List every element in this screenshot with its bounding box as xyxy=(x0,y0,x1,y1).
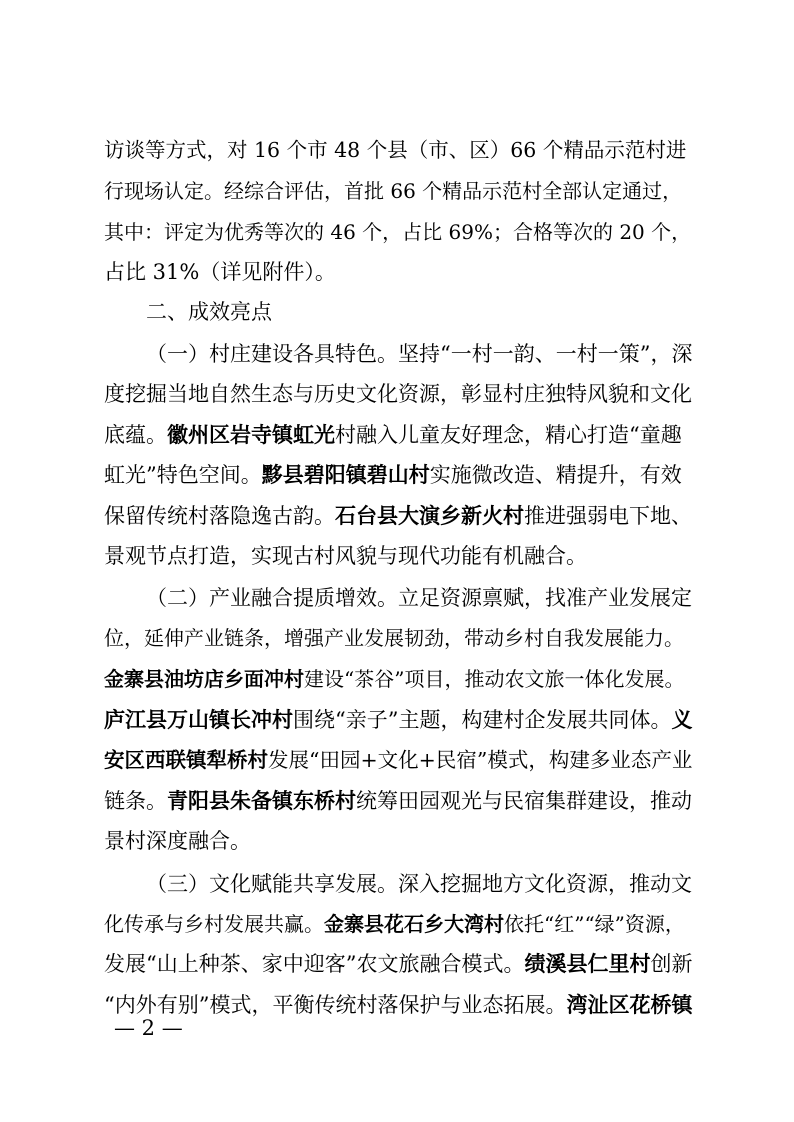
paragraph-3-line-4 xyxy=(104,985,694,1025)
paragraph-3-line-3 xyxy=(104,944,694,984)
paragraph-1-line-1 xyxy=(146,334,694,374)
village-name: 徽州区岩寺镇虹光 xyxy=(167,423,335,447)
text: 村融入儿童友好理念，精心打造“童趣 xyxy=(335,423,682,447)
paragraph-1-line-4 xyxy=(104,455,694,495)
body-line-4 xyxy=(104,252,694,292)
paragraph-1-line-2 xyxy=(104,374,694,414)
page-number: — 2 — xyxy=(114,1016,183,1040)
heading-text: 二、成效亮点 xyxy=(146,300,272,324)
village-name: 青阳县朱备镇东桥村 xyxy=(167,789,356,813)
body-line-1 xyxy=(104,130,694,170)
text: （三）文化赋能共享发展。深入挖掘地方文化资源，推动文 xyxy=(146,872,692,896)
paragraph-2-line-4 xyxy=(104,700,694,740)
text: 虹光”特色空间。 xyxy=(104,463,262,487)
text: 底蕴。 xyxy=(104,423,167,447)
village-name: 黟县碧阳镇碧山村 xyxy=(261,463,430,487)
village-name: 庐江县万山镇长冲村 xyxy=(104,708,293,732)
text: 度挖掘当地自然生态与历史文化资源，彰显村庄独特风貌和文化 xyxy=(104,382,692,406)
paragraph-2-line-5 xyxy=(104,740,694,780)
text: 行现场认定。经综合评估，首批 66 个精品示范村全部认定通过， xyxy=(104,179,683,203)
paragraph-2-line-7 xyxy=(104,821,694,861)
section-heading xyxy=(146,292,694,332)
paragraph-3-line-2 xyxy=(104,904,694,944)
paragraph-2-line-1 xyxy=(146,578,694,618)
paragraph-3-line-1 xyxy=(146,864,694,904)
text: “内外有别”模式，平衡传统村落保护与业态拓展。 xyxy=(104,993,567,1017)
paragraph-2-line-2 xyxy=(104,618,694,658)
paragraph-2-line-3 xyxy=(104,659,694,699)
text: 占比 31%（详见附件）。 xyxy=(104,260,336,284)
text: 创新 xyxy=(650,952,693,976)
text: 链条。 xyxy=(104,789,167,813)
text: （二）产业融合提质增效。立足资源禀赋，找准产业发展定 xyxy=(146,586,692,610)
text: 建设“茶谷”项目，推动农文旅一体化发展。 xyxy=(304,667,685,691)
village-name: 绩溪县仁里村 xyxy=(524,952,651,976)
text: 访谈等方式，对 16 个市 48 个县（市、区）66 个精品示范村进 xyxy=(104,138,687,162)
village-name: 湾沚区花桥镇 xyxy=(566,993,693,1017)
text: 景村深度融合。 xyxy=(104,829,251,853)
village-name: 义 xyxy=(671,708,693,732)
village-name: 安区西联镇犁桥村 xyxy=(104,748,268,772)
text: （一）村庄建设各具特色。坚持“一村一韵、一村一策”，深 xyxy=(146,342,693,366)
text: 发展“山上种茶、家中迎客”农文旅融合模式。 xyxy=(104,952,525,976)
paragraph-1-line-3 xyxy=(104,415,694,455)
text: 推进强弱电下地、 xyxy=(524,504,692,528)
text: 保留传统村落隐逸古韵。 xyxy=(104,504,335,528)
text: 围绕“亲子”主题，构建村企发展共同体。 xyxy=(293,708,672,732)
text: 实施微改造、精提升，有效 xyxy=(429,463,682,487)
village-name: 石台县大演乡新火村 xyxy=(335,504,524,528)
text: 统筹田园观光与民宿集群建设，推动 xyxy=(356,789,692,813)
text: 景观节点打造，实现古村风貌与现代功能有机融合。 xyxy=(104,544,587,568)
paragraph-1-line-5 xyxy=(104,496,694,536)
text: 发展“田园+文化+民宿”模式，构建多业态产业 xyxy=(268,748,693,772)
text: 其中：评定为优秀等次的 46 个，占比 69%；合格等次的 20 个， xyxy=(104,220,692,244)
village-name: 金寨县花石乡大湾村 xyxy=(324,912,504,936)
village-name: 金寨县油坊店乡面冲村 xyxy=(104,667,304,691)
text: 依托“红”“绿”资源， xyxy=(504,912,685,936)
body-line-2 xyxy=(104,171,694,211)
body-line-3 xyxy=(104,212,694,252)
paragraph-2-line-6 xyxy=(104,781,694,821)
text: 化传承与乡村发展共赢。 xyxy=(104,912,324,936)
paragraph-1-line-6 xyxy=(104,536,694,576)
text: 位，延伸产业链条，增强产业发展韧劲，带动乡村自我发展能力。 xyxy=(104,626,684,650)
